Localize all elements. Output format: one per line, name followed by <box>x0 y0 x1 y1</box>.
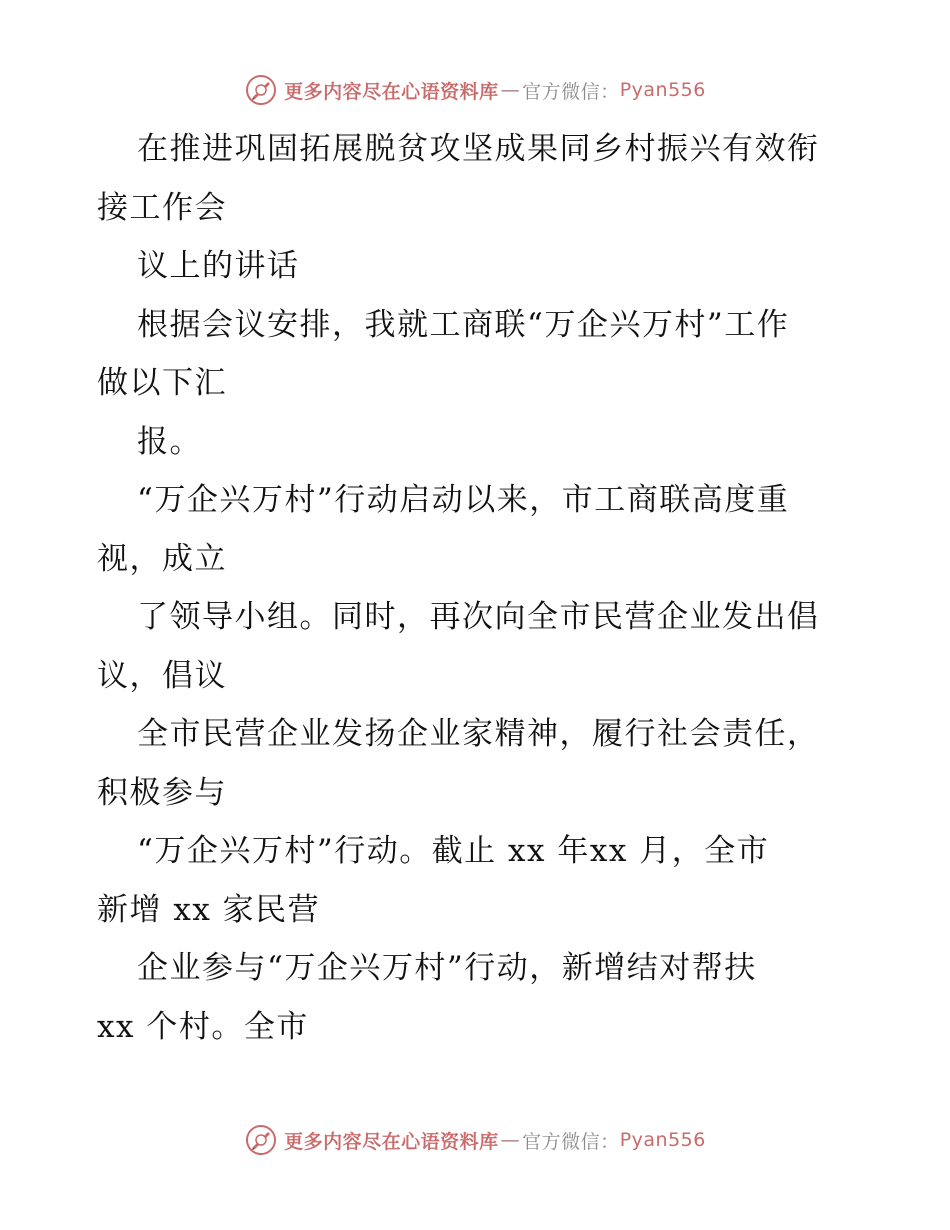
quill-logo-icon <box>244 1123 278 1157</box>
watermark-main-text: 更多内容尽在心语资料库 <box>284 1130 499 1153</box>
text-line: 在推进巩固拓展脱贫攻坚成果同乡村振兴有效衔 <box>137 131 820 167</box>
quill-logo-icon <box>244 73 278 107</box>
text-line: “万企兴万村”行动。截止 xx 年xx 月，全市 <box>137 833 770 869</box>
text-line: 视，成立 <box>97 540 227 577</box>
watermark-official-label: 官方微信： <box>522 80 620 103</box>
text-line: 了领导小组。同时，再次向全市民营企业发出倡 <box>137 599 820 635</box>
speech-body <box>97 120 857 1056</box>
watermark-wechat-id: Pyan556 <box>619 79 706 101</box>
text-line: 企业参与“万企兴万村”行动，新增结对帮扶 <box>137 950 757 986</box>
watermark-main-text: 更多内容尽在心语资料库 <box>284 80 499 103</box>
text-line: 新增 xx 家民营 <box>97 891 321 928</box>
text-line: 全市民营企业发扬企业家精神，履行社会责任， <box>137 716 820 752</box>
watermark-dash: — <box>500 1129 521 1151</box>
watermark-wechat-id: Pyan556 <box>619 1129 706 1151</box>
text-line: 议，倡议 <box>97 657 227 694</box>
text-line: 积极参与 <box>97 774 227 811</box>
header-watermark <box>0 72 950 108</box>
text-line: 议上的讲话 <box>137 248 300 284</box>
text-line: 做以下汇 <box>97 365 227 401</box>
text-line: 根据会议安排，我就工商联“万企兴万村”工作 <box>137 306 790 343</box>
text-line: “万企兴万村”行动启动以来，市工商联高度重 <box>137 482 790 518</box>
text-line: 报。 <box>137 423 202 460</box>
watermark-dash: — <box>500 79 521 101</box>
footer-watermark <box>0 1122 950 1158</box>
text-line: xx 个村。全市 <box>97 1008 309 1045</box>
text-line: 接工作会 <box>97 189 227 226</box>
watermark-official-label: 官方微信： <box>522 1130 620 1153</box>
